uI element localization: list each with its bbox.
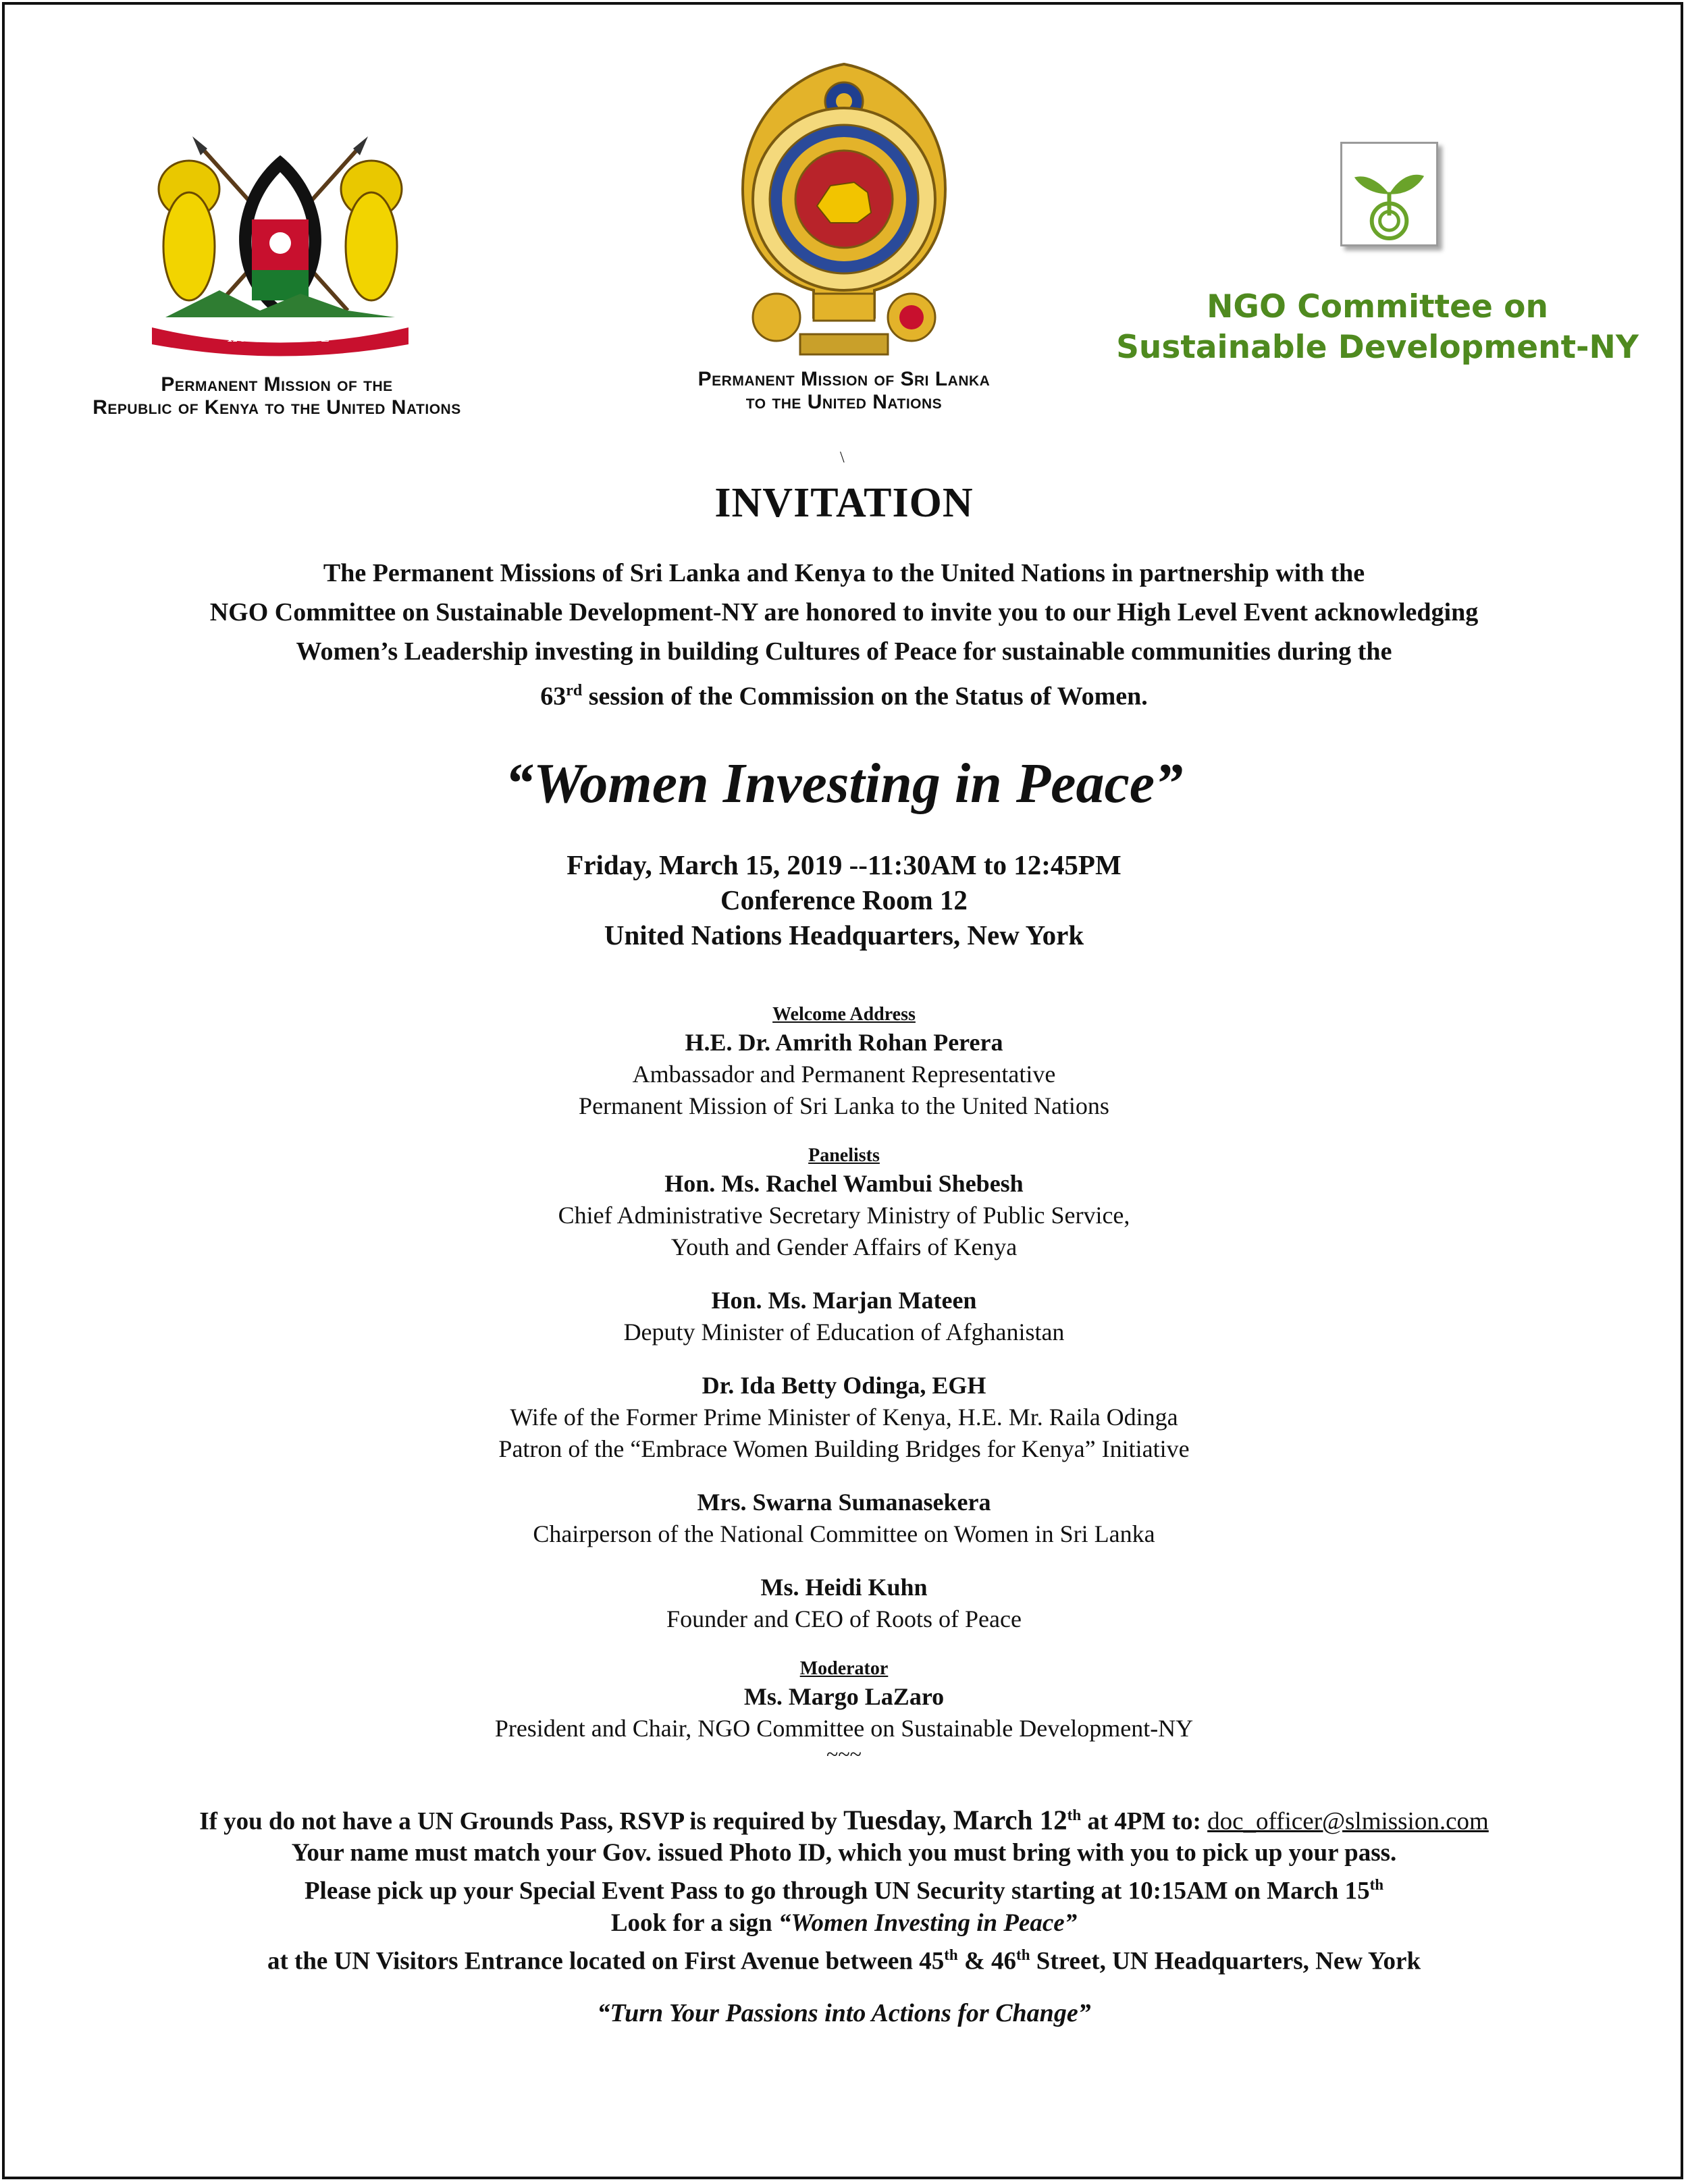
intro-line: NGO Committee on Sustainable Development-NY are honored to invite you to our High Level Event acknowledging	[209, 598, 1479, 627]
panelists-label: Panelists	[808, 1145, 880, 1166]
kenya-motto: HARAMBEE	[227, 331, 334, 344]
closing-motto: “Turn Your Passions into Actions for Change”	[597, 1999, 1091, 2027]
kenya-caption-line1: Permanent Mission of the	[161, 373, 393, 396]
separator: ~~~	[826, 1742, 862, 1766]
ngo-committee-name	[1094, 287, 1661, 368]
rsvp-line: Your name must match your Gov. issued Photo ID, which you must bring with you to pick up your pass.	[291, 1839, 1397, 1867]
rsvp-deadline: Tuesday, March 12	[843, 1804, 1067, 1836]
intro-line	[0, 671, 1688, 716]
ngo-name-line2: Sustainable Development-NY	[1116, 329, 1639, 366]
panelist-title: Wife of the Former Prime Minister of Kenya, H.E. Mr. Raila Odinga	[510, 1404, 1178, 1431]
welcome-label: Welcome Address	[772, 1004, 916, 1025]
panelist-name: Hon. Ms. Rachel Wambui Shebesh	[664, 1170, 1024, 1197]
panelist-title: Deputy Minister of Education of Afghanistan	[623, 1319, 1065, 1346]
event-details	[0, 847, 1688, 953]
panelist-title: Youth and Gender Affairs of Kenya	[670, 1233, 1018, 1260]
kenya-caption-line2: Republic of Kenya to the United Nations	[93, 396, 461, 419]
session-number: 63	[540, 682, 566, 711]
kenya-mission-caption	[27, 373, 527, 419]
moderator-title: President and Chair, NGO Committee on Sustainable Development-NY	[494, 1715, 1194, 1742]
speaker-title: Permanent Mission of Sri Lanka to the United Nations	[579, 1092, 1109, 1119]
rsvp-line: Look for a sign “Women Investing in Peace”	[610, 1909, 1078, 1937]
sri-lanka-emblem-icon	[729, 61, 959, 358]
panelist-title: Patron of the “Embrace Women Building Bridges for Kenya” Initiative	[498, 1435, 1190, 1462]
moderator-label: Moderator	[799, 1658, 889, 1679]
rsvp-email-link[interactable]: doc_officer@slmission.com	[1207, 1807, 1489, 1836]
panelist-name: Dr. Ida Betty Odinga, EGH	[702, 1372, 986, 1399]
event-room: Conference Room 12	[720, 884, 968, 915]
event-venue: United Nations Headquarters, New York	[604, 920, 1084, 951]
invitation-heading: INVITATION	[714, 480, 974, 526]
speaker-name: H.E. Dr. Amrith Rohan Perera	[685, 1029, 1003, 1056]
ngo-name-line1: NGO Committee on	[1207, 288, 1548, 325]
panelist-name: Ms. Heidi Kuhn	[760, 1574, 928, 1601]
intro-line: The Permanent Missions of Sri Lanka and Kenya to the United Nations in partnership with the	[323, 559, 1365, 587]
kenya-coat-of-arms-icon	[125, 135, 436, 358]
speaker-title: Ambassador and Permanent Representative	[632, 1061, 1056, 1088]
sri-lanka-caption-line2: to the United Nations	[745, 391, 943, 413]
panelist-title: Chief Administrative Secretary Ministry of Public Service,	[558, 1202, 1130, 1229]
sri-lanka-mission-caption	[648, 368, 1040, 414]
event-theme-title: “Women Investing in Peace”	[504, 752, 1184, 815]
panelist-name: Mrs. Swarna Sumanasekera	[697, 1489, 991, 1516]
ngo-sprout-logo-icon	[1340, 142, 1438, 246]
intro-line: Women’s Leadership investing in building Cultures of Peace for sustainable communities during the	[296, 637, 1392, 666]
panelist-title: Founder and CEO of Roots of Peace	[666, 1605, 1022, 1632]
panelist-title: Chairperson of the National Committee on Women in Sri Lanka	[533, 1520, 1155, 1547]
program-list	[0, 1003, 1688, 1766]
sign-text: “Women Investing in Peace”	[778, 1909, 1078, 1937]
session-ordinal: rd	[566, 682, 583, 699]
panelist-name: Hon. Ms. Marjan Mateen	[711, 1287, 977, 1314]
rsvp-instructions	[0, 1799, 1688, 1977]
rsvp-line: at the UN Visitors Entrance located on First Avenue between 45th & 46th Street, UN Headquarters, New York	[267, 1946, 1421, 1975]
session-text: session of the Commission on the Status of Women.	[582, 682, 1148, 711]
rsvp-line: Please pick up your Special Event Pass to go through UN Security starting at 10:15AM on March 15th	[304, 1876, 1384, 1905]
intro-paragraph	[0, 554, 1688, 716]
sri-lanka-caption-line1: Permanent Mission of Sri Lanka	[697, 368, 991, 390]
moderator-name: Ms. Margo LaZaro	[743, 1683, 945, 1710]
event-datetime: Friday, March 15, 2019 --11:30AM to 12:45PM	[566, 849, 1122, 880]
stray-mark: \	[840, 449, 845, 467]
rsvp-line: If you do not have a UN Grounds Pass, RSVP is required by Tuesday, March 12th at 4PM to: doc_officer@slmission.com	[199, 1804, 1489, 1836]
